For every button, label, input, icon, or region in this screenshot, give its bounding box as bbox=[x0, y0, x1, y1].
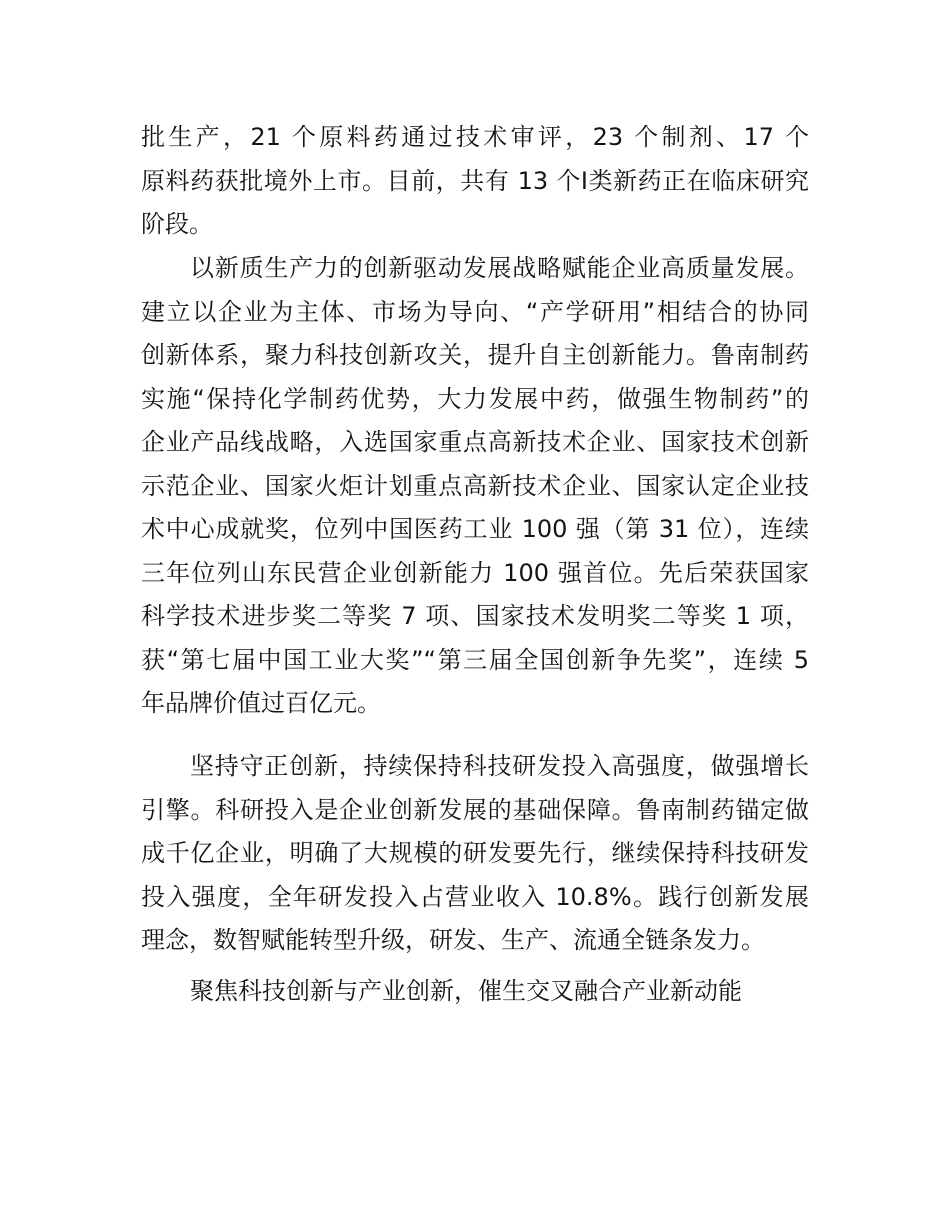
text-line: 原料药获批境外上市。目前，共有 13 个Ⅰ类新药正在临床研究 bbox=[141, 166, 809, 195]
text-line: 企业产品线战略，入选国家重点高新技术企业、国家技术创新 bbox=[141, 428, 809, 456]
text-line: 批生产，21 个原料药通过技术审评，23 个制剂、17 个 bbox=[141, 123, 809, 151]
text-line: 引擎。科研投入是企业创新发展的基础保障。鲁南制药锚定做 bbox=[141, 795, 809, 824]
text-line: 年品牌价值过百亿元。 bbox=[141, 689, 381, 717]
text-line: 术中心成就奖，位列中国医药工业 100 强（第 31 位），连续 bbox=[141, 515, 809, 543]
paragraph bbox=[141, 745, 809, 963]
paragraph bbox=[141, 247, 809, 726]
text-line: 示范企业、国家火炬计划重点高新技术企业、国家认定企业技 bbox=[141, 471, 809, 500]
text-line: 成千亿企业，明确了大规模的研发要先行，继续保持科技研发 bbox=[141, 839, 809, 867]
text-line: 聚焦科技创新与产业创新，催生交叉融合产业新动能 bbox=[190, 977, 742, 1005]
text-line: 以新质生产力的创新驱动发展战略赋能企业高质量发展。 bbox=[190, 254, 809, 282]
text-line: 投入强度，全年研发投入占营业收入 10.8%。践行创新发展 bbox=[141, 882, 809, 911]
text-line: 实施“保持化学制药优势，大力发展中药，做强生物制药”的 bbox=[141, 384, 809, 413]
text-line: 理念，数智赋能转型升级，研发、生产、流通全链条发力。 bbox=[141, 926, 765, 954]
text-line: 获“第七届中国工业大奖”“第三届全国创新争先奖”，连续 5 bbox=[141, 645, 809, 674]
text-line: 建立以企业为主体、市场为导向、“产学研用”相结合的协同 bbox=[141, 297, 809, 326]
text-line: 科学技术进步奖二等奖 7 项、国家技术发明奖二等奖 1 项， bbox=[141, 602, 809, 630]
text-line: 三年位列山东民营企业创新能力 100 强首位。先后荣获国家 bbox=[141, 558, 809, 587]
text-line: 阶段。 bbox=[141, 210, 213, 238]
text-line: 创新体系，聚力科技创新攻关，提升自主创新能力。鲁南制药 bbox=[141, 341, 809, 369]
paragraph bbox=[141, 970, 742, 1014]
paragraph bbox=[141, 116, 809, 247]
text-line: 坚持守正创新，持续保持科技研发投入高强度，做强增长 bbox=[190, 752, 809, 780]
